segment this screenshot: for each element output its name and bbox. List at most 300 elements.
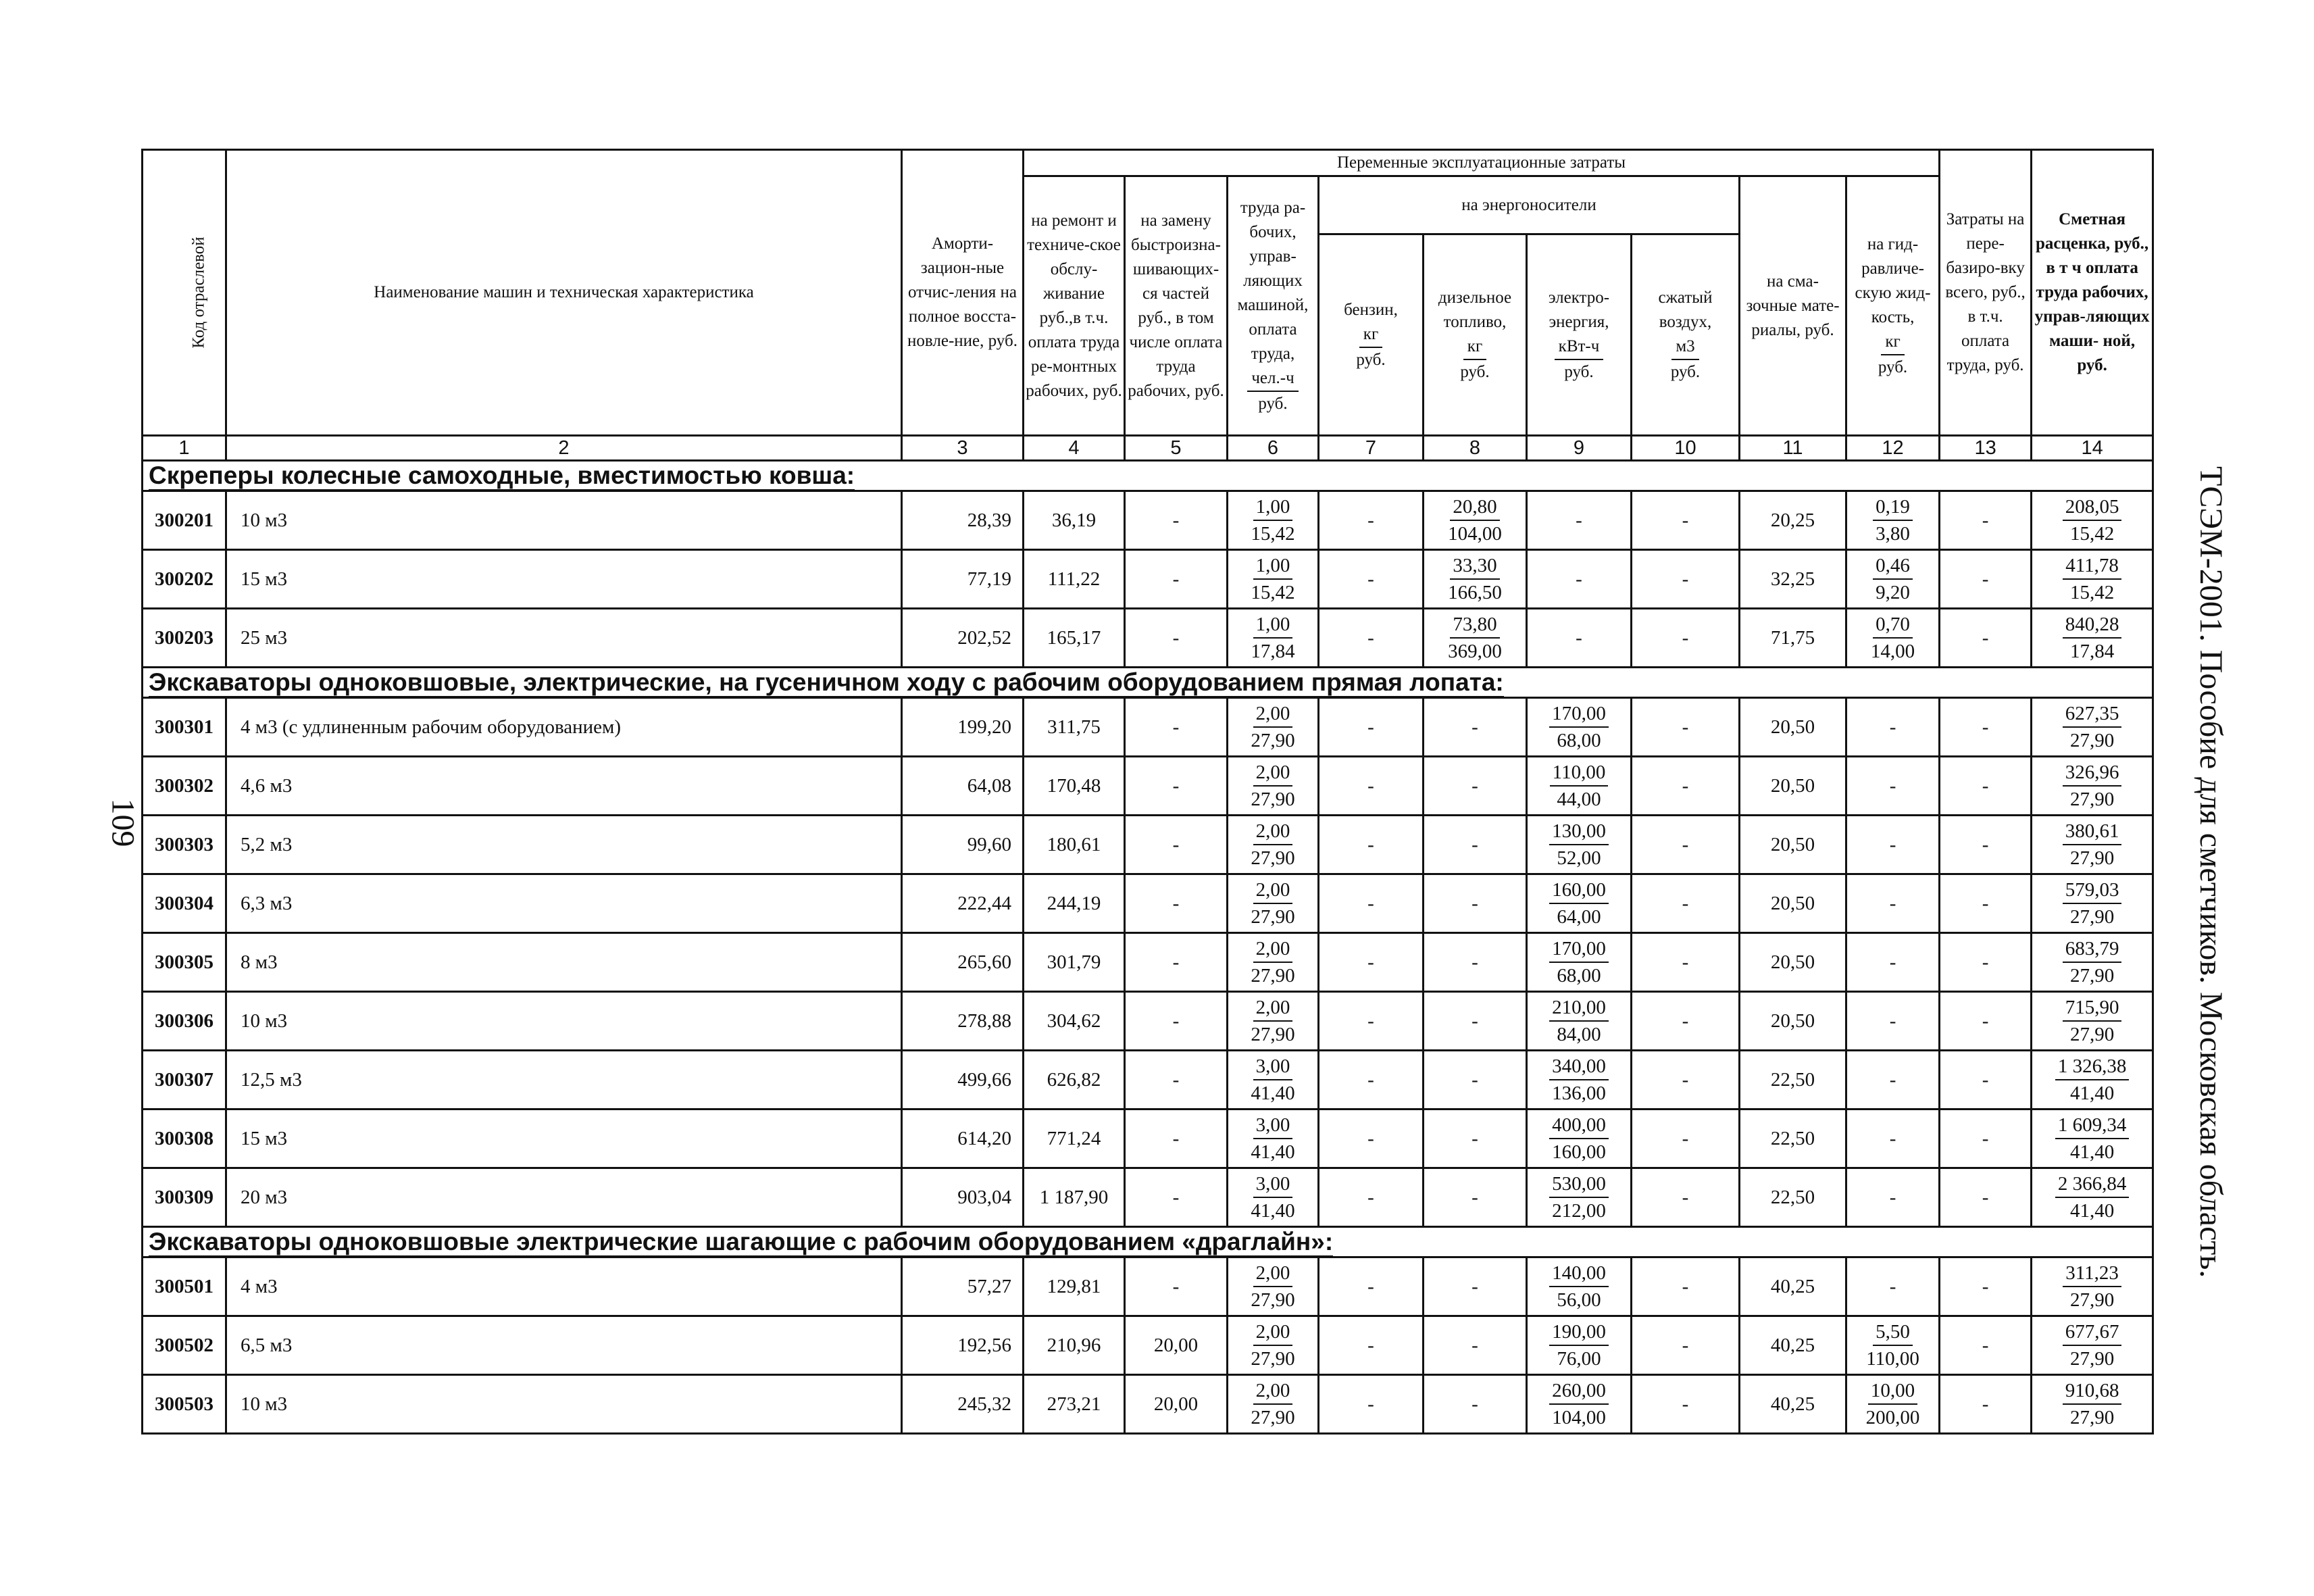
col-number: 11 <box>1740 436 1846 461</box>
electricity-value-top: 190,00 <box>1549 1319 1609 1346</box>
hydraulic-value: - <box>1846 1168 1940 1227</box>
section-title-cell <box>143 1227 2153 1257</box>
estimate-value-top: 1 326,38 <box>2055 1053 2130 1080</box>
estimate-cell <box>2032 491 2153 550</box>
labor-value-bottom: 41,40 <box>1251 1200 1295 1222</box>
compressed-air-value: - <box>1632 816 1740 874</box>
estimate-fraction <box>2032 1112 2152 1165</box>
machine-name: 15 м3 <box>226 550 902 609</box>
electricity-fraction <box>1528 1112 1630 1165</box>
diesel-cell <box>1424 491 1527 550</box>
electricity-value-top: 260,00 <box>1549 1378 1609 1405</box>
col-number: 3 <box>902 436 1024 461</box>
labor-value-bottom: 27,90 <box>1251 847 1295 869</box>
hydraulic-fraction <box>1847 1319 1938 1372</box>
lubricants-value: 20,50 <box>1740 698 1846 757</box>
petrol-value: - <box>1319 933 1424 992</box>
repair-value: 111,22 <box>1024 550 1125 609</box>
repair-value: 304,62 <box>1024 992 1125 1051</box>
header-variable-costs-label: Переменные эксплуатационные затраты <box>1336 153 1626 172</box>
labor-value-top: 2,00 <box>1253 1260 1293 1287</box>
hydraulic-fraction <box>1847 1378 1938 1430</box>
electricity-value: - <box>1527 550 1632 609</box>
lubricants-value: 22,50 <box>1740 1051 1846 1109</box>
lubricants-value: 40,25 <box>1740 1316 1846 1375</box>
electricity-value-bottom: 136,00 <box>1552 1082 1606 1104</box>
labor-cell <box>1228 698 1319 757</box>
parts-value: - <box>1125 874 1228 933</box>
petrol-value: - <box>1319 1316 1424 1375</box>
labor-value-bottom: 27,90 <box>1251 730 1295 751</box>
diesel-value-bottom: 369,00 <box>1448 641 1502 662</box>
header-estimate <box>2032 150 2153 436</box>
estimate-value-top: 677,67 <box>2063 1319 2122 1346</box>
amortization-value: 202,52 <box>902 609 1024 668</box>
diesel-value: - <box>1424 1375 1527 1434</box>
section-header-row <box>143 668 2153 698</box>
amortization-value: 28,39 <box>902 491 1024 550</box>
labor-value-top: 3,00 <box>1253 1171 1293 1198</box>
parts-value: - <box>1125 698 1228 757</box>
electricity-value: - <box>1527 609 1632 668</box>
repair-value: 180,61 <box>1024 816 1125 874</box>
diesel-value: - <box>1424 1168 1527 1227</box>
parts-value: - <box>1125 1051 1228 1109</box>
machine-code: 300304 <box>143 874 226 933</box>
electricity-value-top: 400,00 <box>1549 1112 1609 1139</box>
labor-cell <box>1228 1109 1319 1168</box>
diesel-value: - <box>1424 757 1527 816</box>
header-electricity-unit: $\frac{\text{кВт-ч}}{\text{руб.}}$ <box>1555 334 1604 384</box>
table-row <box>143 609 2153 668</box>
petrol-value: - <box>1319 1051 1424 1109</box>
estimate-fraction <box>2032 1378 2152 1430</box>
compressed-air-value: - <box>1632 933 1740 992</box>
header-hydraulic <box>1846 176 1940 436</box>
hydraulic-cell <box>1846 1316 1940 1375</box>
header-compressed-air-label: сжатый воздух, <box>1658 288 1713 331</box>
machine-code: 300201 <box>143 491 226 550</box>
lubricants-value: 40,25 <box>1740 1375 1846 1434</box>
labor-cell <box>1228 757 1319 816</box>
machine-name: 10 м3 <box>226 1375 902 1434</box>
estimate-value-bottom: 15,42 <box>2069 523 2115 545</box>
labor-cell <box>1228 491 1319 550</box>
parts-value: - <box>1125 816 1228 874</box>
labor-value-bottom: 15,42 <box>1251 523 1295 545</box>
estimate-value-bottom: 27,90 <box>2069 1024 2115 1045</box>
estimate-fraction <box>2032 1319 2152 1372</box>
electricity-fraction <box>1528 877 1630 930</box>
labor-value-top: 2,00 <box>1253 1378 1293 1405</box>
labor-fraction <box>1228 936 1317 989</box>
labor-fraction <box>1228 759 1317 812</box>
repair-value: 1 187,90 <box>1024 1168 1125 1227</box>
electricity-cell <box>1527 1316 1632 1375</box>
labor-value-top: 3,00 <box>1253 1053 1293 1080</box>
estimate-cell <box>2032 609 2153 668</box>
header-diesel <box>1424 234 1527 436</box>
estimate-value-bottom: 27,90 <box>2069 906 2115 928</box>
estimate-fraction <box>2032 612 2152 664</box>
table-row <box>143 491 2153 550</box>
labor-fraction <box>1228 1319 1317 1372</box>
labor-fraction <box>1228 818 1317 871</box>
table-row <box>143 1375 2153 1434</box>
amortization-value: 99,60 <box>902 816 1024 874</box>
col-number: 7 <box>1319 436 1424 461</box>
estimate-value-top: 715,90 <box>2063 995 2122 1022</box>
labor-fraction <box>1228 1171 1317 1224</box>
compressed-air-value: - <box>1632 698 1740 757</box>
estimate-cell <box>2032 1257 2153 1316</box>
repair-value: 244,19 <box>1024 874 1125 933</box>
lubricants-value: 20,50 <box>1740 992 1846 1051</box>
side-title: ТСЭМ-2001. Пособие для сметчиков. Московская область. <box>2193 466 2229 1278</box>
table-row <box>143 757 2153 816</box>
compressed-air-value: - <box>1632 491 1740 550</box>
estimate-value-bottom: 41,40 <box>2069 1200 2115 1222</box>
estimate-value-top: 627,35 <box>2063 701 2122 728</box>
hydraulic-value: - <box>1846 933 1940 992</box>
lubricants-value: 32,25 <box>1740 550 1846 609</box>
header-amortization-label: Аморти-зацион-ные отчис-ления на полное восста-новле-ние, руб. <box>907 234 1017 350</box>
labor-cell <box>1228 992 1319 1051</box>
header-lubricants <box>1740 176 1846 436</box>
col-number: 5 <box>1125 436 1228 461</box>
petrol-value: - <box>1319 550 1424 609</box>
electricity-value-bottom: 104,00 <box>1552 1407 1606 1428</box>
machine-code: 300501 <box>143 1257 226 1316</box>
labor-value-top: 2,00 <box>1253 759 1293 787</box>
machine-code: 300305 <box>143 933 226 992</box>
hydraulic-value-top: 10,00 <box>1868 1378 1917 1405</box>
relocation-value: - <box>1940 1051 2032 1109</box>
labor-cell <box>1228 1316 1319 1375</box>
petrol-value: - <box>1319 698 1424 757</box>
header-code <box>143 150 226 436</box>
repair-value: 210,96 <box>1024 1316 1125 1375</box>
lubricants-value: 71,75 <box>1740 609 1846 668</box>
estimate-value-bottom: 27,90 <box>2069 789 2115 810</box>
header-name-label: Наименование машин и техническая характеристика <box>374 283 754 301</box>
col-number: 9 <box>1527 436 1632 461</box>
amortization-value: 222,44 <box>902 874 1024 933</box>
header-repair-label: на ремонт и техниче-ское обслу-живание руб.,в т.ч. оплата труда ре-монтных рабочих, руб. <box>1026 211 1122 400</box>
col-number: 6 <box>1228 436 1319 461</box>
electricity-value-top: 210,00 <box>1549 995 1609 1022</box>
column-number-row <box>143 436 2153 461</box>
amortization-value: 265,60 <box>902 933 1024 992</box>
electricity-value-bottom: 52,00 <box>1557 847 1601 869</box>
header-lubricants-label: на сма-зочные мате-риалы, руб. <box>1746 272 1840 339</box>
labor-fraction <box>1228 494 1317 547</box>
estimate-cell <box>2032 933 2153 992</box>
amortization-value: 499,66 <box>902 1051 1024 1109</box>
electricity-value-bottom: 64,00 <box>1557 906 1601 928</box>
machine-name: 20 м3 <box>226 1168 902 1227</box>
estimate-value-top: 683,79 <box>2063 936 2122 963</box>
machine-name: 4 м3 <box>226 1257 902 1316</box>
compressed-air-value: - <box>1632 1316 1740 1375</box>
header-petrol-label: бензин, <box>1344 300 1398 319</box>
compressed-air-value: - <box>1632 992 1740 1051</box>
relocation-value: - <box>1940 698 2032 757</box>
electricity-fraction <box>1528 1053 1630 1106</box>
section-header-row <box>143 1227 2153 1257</box>
machine-code: 300202 <box>143 550 226 609</box>
amortization-value: 614,20 <box>902 1109 1024 1168</box>
table-row <box>143 816 2153 874</box>
table-row <box>143 698 2153 757</box>
repair-value: 36,19 <box>1024 491 1125 550</box>
parts-value: - <box>1125 550 1228 609</box>
estimate-value-top: 411,78 <box>2063 553 2121 580</box>
parts-value: - <box>1125 609 1228 668</box>
machine-code: 300203 <box>143 609 226 668</box>
estimate-value-top: 579,03 <box>2063 877 2122 904</box>
header-electricity <box>1527 234 1632 436</box>
electricity-value-top: 140,00 <box>1549 1260 1609 1287</box>
header-variable-costs <box>1024 150 1940 176</box>
diesel-value: - <box>1424 1109 1527 1168</box>
section-title: Скреперы колесные самоходные, вместимостью ковша: <box>149 462 855 491</box>
section-title: Экскаваторы одноковшовые электрические шагающие с рабочим оборудованием «драглайн»: <box>149 1228 1333 1257</box>
estimate-fraction <box>2032 818 2152 871</box>
relocation-value: - <box>1940 757 2032 816</box>
hydraulic-value: - <box>1846 816 1940 874</box>
labor-cell <box>1228 550 1319 609</box>
hydraulic-value-top: 0,46 <box>1873 553 1913 580</box>
diesel-cell <box>1424 609 1527 668</box>
labor-fraction <box>1228 612 1317 664</box>
lubricants-value: 22,50 <box>1740 1109 1846 1168</box>
amortization-value: 64,08 <box>902 757 1024 816</box>
header-parts-label: на замену быстроизна-шивающих-ся частей руб., в том числе оплата труда рабочих, руб. <box>1128 211 1224 400</box>
labor-value-bottom: 27,90 <box>1251 1348 1295 1370</box>
relocation-value: - <box>1940 609 2032 668</box>
compressed-air-value: - <box>1632 1257 1740 1316</box>
electricity-value-bottom: 160,00 <box>1552 1141 1606 1163</box>
labor-fraction <box>1228 1053 1317 1106</box>
machine-code: 300306 <box>143 992 226 1051</box>
electricity-fraction <box>1528 759 1630 812</box>
section-title-cell <box>143 668 2153 698</box>
estimate-cell <box>2032 1316 2153 1375</box>
electricity-cell <box>1527 698 1632 757</box>
labor-value-top: 2,00 <box>1253 877 1293 904</box>
parts-value: - <box>1125 933 1228 992</box>
estimate-fraction <box>2032 1260 2152 1313</box>
diesel-value-top: 20,80 <box>1450 494 1499 521</box>
diesel-fraction <box>1424 553 1526 605</box>
col-number: 8 <box>1424 436 1527 461</box>
petrol-value: - <box>1319 1257 1424 1316</box>
amortization-value: 903,04 <box>902 1168 1024 1227</box>
header-petrol <box>1319 234 1424 436</box>
col-number: 10 <box>1632 436 1740 461</box>
relocation-value: - <box>1940 550 2032 609</box>
diesel-fraction <box>1424 612 1526 664</box>
page-number: 109 <box>105 798 141 847</box>
repair-value: 301,79 <box>1024 933 1125 992</box>
labor-value-top: 3,00 <box>1253 1112 1293 1139</box>
estimate-fraction <box>2032 936 2152 989</box>
estimate-value-bottom: 15,42 <box>2069 582 2115 603</box>
header-labor <box>1228 176 1319 436</box>
machine-name: 6,3 м3 <box>226 874 902 933</box>
parts-value: - <box>1125 491 1228 550</box>
header-amortization <box>902 150 1024 436</box>
estimate-fraction <box>2032 701 2152 753</box>
petrol-value: - <box>1319 757 1424 816</box>
diesel-value: - <box>1424 1051 1527 1109</box>
estimate-value-bottom: 41,40 <box>2069 1141 2115 1163</box>
relocation-value: - <box>1940 491 2032 550</box>
compressed-air-value: - <box>1632 550 1740 609</box>
petrol-value: - <box>1319 874 1424 933</box>
table-body <box>143 461 2153 1434</box>
estimate-fraction <box>2032 877 2152 930</box>
estimate-fraction <box>2032 995 2152 1047</box>
hydraulic-value: - <box>1846 1257 1940 1316</box>
hydraulic-value-bottom: 3,80 <box>1876 523 1910 545</box>
petrol-value: - <box>1319 992 1424 1051</box>
estimate-value-bottom: 27,90 <box>2069 1289 2115 1311</box>
parts-value: - <box>1125 1168 1228 1227</box>
machine-name: 8 м3 <box>226 933 902 992</box>
table-row <box>143 550 2153 609</box>
amortization-value: 245,32 <box>902 1375 1024 1434</box>
repair-value: 273,21 <box>1024 1375 1125 1434</box>
labor-value-top: 2,00 <box>1253 936 1293 963</box>
hydraulic-cell <box>1846 491 1940 550</box>
repair-value: 129,81 <box>1024 1257 1125 1316</box>
electricity-cell <box>1527 757 1632 816</box>
estimate-value-top: 1 609,34 <box>2055 1112 2130 1139</box>
header-petrol-unit: $\frac{кг}{\text{руб.}}$ <box>1356 322 1385 372</box>
estimate-cell <box>2032 757 2153 816</box>
lubricants-value: 20,50 <box>1740 933 1846 992</box>
labor-fraction <box>1228 553 1317 605</box>
labor-value-top: 2,00 <box>1253 701 1293 728</box>
hydraulic-value: - <box>1846 874 1940 933</box>
electricity-cell <box>1527 816 1632 874</box>
hydraulic-value: - <box>1846 1051 1940 1109</box>
lubricants-value: 22,50 <box>1740 1168 1846 1227</box>
col-number: 13 <box>1940 436 2032 461</box>
compressed-air-value: - <box>1632 1051 1740 1109</box>
hydraulic-value-bottom: 14,00 <box>1870 641 1915 662</box>
relocation-value: - <box>1940 1375 2032 1434</box>
electricity-fraction <box>1528 818 1630 871</box>
diesel-value: - <box>1424 698 1527 757</box>
estimate-value-bottom: 27,90 <box>2069 730 2115 751</box>
machine-code: 300309 <box>143 1168 226 1227</box>
diesel-value: - <box>1424 933 1527 992</box>
table-row <box>143 1316 2153 1375</box>
labor-cell <box>1228 609 1319 668</box>
estimate-cell <box>2032 992 2153 1051</box>
labor-value-bottom: 27,90 <box>1251 965 1295 987</box>
hydraulic-cell <box>1846 550 1940 609</box>
table-row <box>143 1109 2153 1168</box>
electricity-fraction <box>1528 1378 1630 1430</box>
machine-code: 300308 <box>143 1109 226 1168</box>
col-number: 2 <box>226 436 902 461</box>
electricity-cell <box>1527 1168 1632 1227</box>
machine-code: 300301 <box>143 698 226 757</box>
hydraulic-value-top: 0,70 <box>1873 612 1913 639</box>
estimate-value-top: 311,23 <box>2063 1260 2121 1287</box>
lubricants-value: 20,50 <box>1740 874 1846 933</box>
header-compressed-air-unit: $\frac{м3}{\text{руб.}}$ <box>1671 334 1700 384</box>
estimate-fraction <box>2032 553 2152 605</box>
relocation-value: - <box>1940 933 2032 992</box>
estimate-fraction <box>2032 1171 2152 1224</box>
header-name <box>226 150 902 436</box>
machine-code: 300302 <box>143 757 226 816</box>
diesel-fraction <box>1424 494 1526 547</box>
hydraulic-fraction <box>1847 612 1938 664</box>
hydraulic-value: - <box>1846 698 1940 757</box>
diesel-value: - <box>1424 874 1527 933</box>
machine-code: 300307 <box>143 1051 226 1109</box>
electricity-cell <box>1527 933 1632 992</box>
electricity-value-top: 340,00 <box>1549 1053 1609 1080</box>
col-number: 14 <box>2032 436 2153 461</box>
electricity-fraction <box>1528 1171 1630 1224</box>
parts-value: 20,00 <box>1125 1316 1228 1375</box>
hydraulic-value-bottom: 9,20 <box>1876 582 1910 603</box>
petrol-value: - <box>1319 1375 1424 1434</box>
labor-fraction <box>1228 1378 1317 1430</box>
labor-value-top: 1,00 <box>1253 612 1293 639</box>
labor-cell <box>1228 1257 1319 1316</box>
table-row <box>143 1051 2153 1109</box>
machine-code: 300303 <box>143 816 226 874</box>
electricity-value-bottom: 44,00 <box>1557 789 1601 810</box>
estimate-value-bottom: 17,84 <box>2069 641 2115 662</box>
header-hydraulic-label: на гид-равличе-скую жид-кость, <box>1855 234 1931 326</box>
machine-code: 300503 <box>143 1375 226 1434</box>
electricity-value-top: 130,00 <box>1549 818 1609 845</box>
parts-value: - <box>1125 757 1228 816</box>
labor-cell <box>1228 1375 1319 1434</box>
labor-value-bottom: 41,40 <box>1251 1082 1295 1104</box>
labor-cell <box>1228 874 1319 933</box>
estimate-cell <box>2032 1375 2153 1434</box>
repair-value: 771,24 <box>1024 1109 1125 1168</box>
compressed-air-value: - <box>1632 1375 1740 1434</box>
labor-value-bottom: 27,90 <box>1251 1407 1295 1428</box>
labor-value-top: 2,00 <box>1253 995 1293 1022</box>
labor-value-bottom: 27,90 <box>1251 1024 1295 1045</box>
hydraulic-fraction <box>1847 494 1938 547</box>
electricity-value-bottom: 56,00 <box>1557 1289 1601 1311</box>
hydraulic-value-top: 0,19 <box>1873 494 1913 521</box>
hydraulic-cell <box>1846 609 1940 668</box>
electricity-fraction <box>1528 701 1630 753</box>
labor-value-bottom: 27,90 <box>1251 789 1295 810</box>
amortization-value: 199,20 <box>902 698 1024 757</box>
machine-code: 300502 <box>143 1316 226 1375</box>
electricity-cell <box>1527 1051 1632 1109</box>
hydraulic-value-bottom: 200,00 <box>1865 1407 1920 1428</box>
machine-name: 10 м3 <box>226 491 902 550</box>
section-title-cell <box>143 461 2153 491</box>
table-row <box>143 992 2153 1051</box>
